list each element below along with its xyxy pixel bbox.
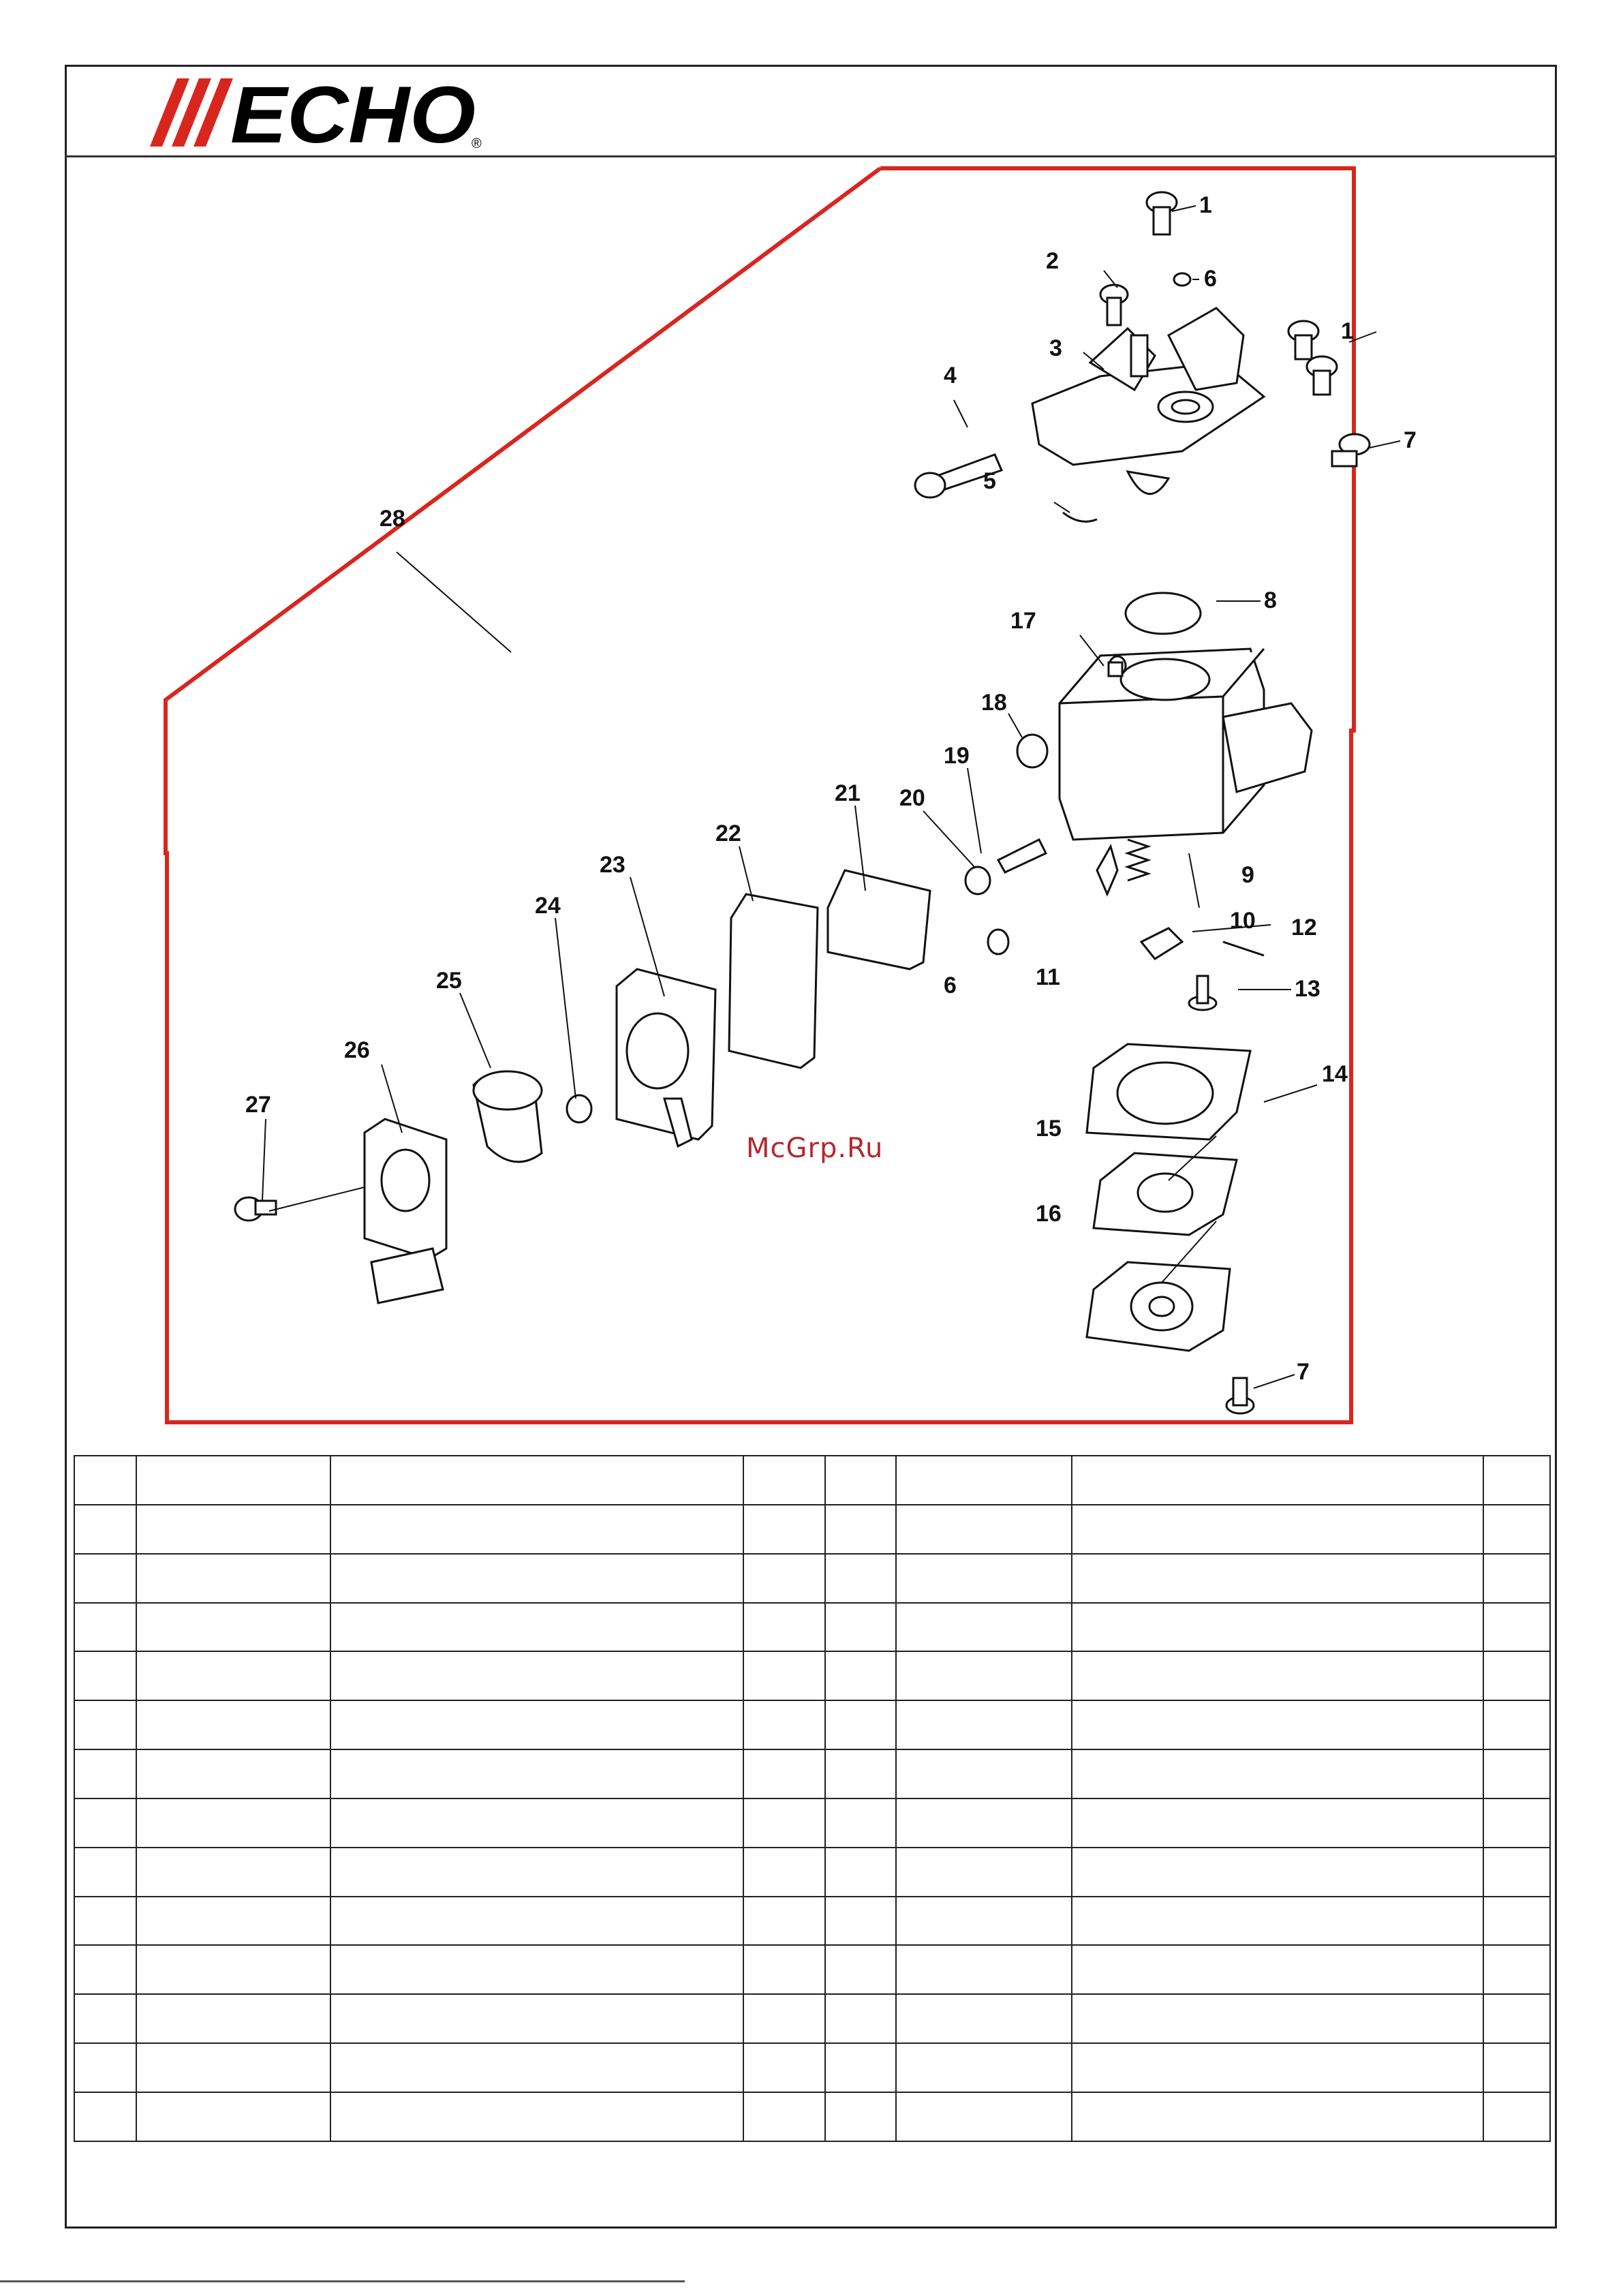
callout-18: 18 — [981, 690, 1007, 716]
callout-13: 13 — [1295, 976, 1320, 1002]
table-cell — [825, 1897, 896, 1946]
table-cell — [330, 1603, 743, 1652]
callout-3: 3 — [1049, 335, 1062, 361]
callout-7b: 7 — [1297, 1359, 1310, 1385]
table-row — [74, 1749, 1550, 1798]
table-cell — [825, 1749, 896, 1798]
throttle-body — [1032, 308, 1264, 494]
table-cell — [330, 1505, 743, 1554]
table-cell — [896, 1848, 1072, 1897]
table-cell — [330, 1456, 743, 1505]
table-row — [74, 2043, 1550, 2092]
table-cell — [330, 1798, 743, 1848]
table-row — [74, 1456, 1550, 1505]
table-cell — [136, 2092, 330, 2141]
callout-28: 28 — [380, 506, 405, 532]
table-cell — [896, 1798, 1072, 1848]
table-cell — [743, 1945, 825, 1994]
table-cell — [1072, 2092, 1483, 2141]
table-cell — [825, 1700, 896, 1749]
small-parts — [965, 840, 1264, 1010]
table-cell — [743, 1897, 825, 1946]
table-cell — [896, 1897, 1072, 1946]
callout-19: 19 — [944, 743, 970, 769]
table-cell — [743, 1603, 825, 1652]
table-cell — [1483, 1798, 1550, 1848]
table-cell — [743, 1798, 825, 1848]
table-cell — [1483, 1554, 1550, 1603]
table-cell — [896, 1554, 1072, 1603]
table-cell — [896, 1603, 1072, 1652]
table-cell — [825, 1945, 896, 1994]
table-cell — [825, 1994, 896, 2043]
table-cell — [74, 1945, 136, 1994]
table-row — [74, 1897, 1550, 1946]
table-cell — [1483, 1603, 1550, 1652]
carburetor-body — [1017, 593, 1312, 840]
callout-21: 21 — [835, 780, 861, 806]
table-cell — [825, 2092, 896, 2141]
table-cell — [825, 1848, 896, 1897]
table-cell — [330, 2092, 743, 2141]
table-cell — [1072, 1994, 1483, 2043]
table-cell — [74, 1456, 136, 1505]
callout-22: 22 — [715, 821, 741, 846]
table-cell — [896, 1456, 1072, 1505]
table-row — [74, 1945, 1550, 1994]
table-cell — [74, 1897, 136, 1946]
table-cell — [136, 1700, 330, 1749]
table-cell — [1072, 1798, 1483, 1848]
table-cell — [136, 2043, 330, 2092]
watermark: McGrp.Ru — [746, 1133, 884, 1164]
table-cell — [330, 2043, 743, 2092]
callout-1a: 1 — [1199, 192, 1212, 218]
table-cell — [743, 1505, 825, 1554]
callout-26: 26 — [344, 1037, 370, 1063]
table-cell — [74, 1700, 136, 1749]
table-cell — [825, 1798, 896, 1848]
table-cell — [1072, 1749, 1483, 1798]
callout-4: 4 — [944, 363, 957, 388]
table-cell — [330, 1700, 743, 1749]
table-cell — [896, 1700, 1072, 1749]
table-cell — [743, 2092, 825, 2141]
table-cell — [896, 2043, 1072, 2092]
table-cell — [1072, 1603, 1483, 1652]
table-cell — [74, 2043, 136, 2092]
table-cell — [136, 1554, 330, 1603]
callout-8: 8 — [1264, 587, 1277, 613]
table-cell — [74, 1749, 136, 1798]
table-cell — [896, 1945, 1072, 1994]
table-cell — [1072, 1651, 1483, 1700]
callout-5: 5 — [983, 468, 996, 494]
callout-23: 23 — [600, 852, 625, 878]
table-cell — [896, 1505, 1072, 1554]
table-cell — [74, 1994, 136, 2043]
table-cell — [1072, 1456, 1483, 1505]
table-cell — [1483, 1749, 1550, 1798]
footer-rule — [0, 2280, 685, 2282]
table-row — [74, 1554, 1550, 1603]
table-cell — [1483, 1700, 1550, 1749]
table-cell — [743, 1994, 825, 2043]
table-cell — [136, 1798, 330, 1848]
table-cell — [896, 1749, 1072, 1798]
table-row — [74, 2092, 1550, 2141]
table-cell — [1072, 1554, 1483, 1603]
table-cell — [1072, 1897, 1483, 1946]
callout-27: 27 — [245, 1092, 271, 1118]
table-cell — [743, 1848, 825, 1897]
table-cell — [136, 1848, 330, 1897]
table-cell — [743, 1554, 825, 1603]
table-cell — [136, 1456, 330, 1505]
table-cell — [330, 1848, 743, 1897]
table-cell — [1483, 2092, 1550, 2141]
diaphragm-stack — [1087, 1044, 1254, 1413]
callout-17: 17 — [1010, 608, 1036, 634]
table-row — [74, 1651, 1550, 1700]
table-cell — [1072, 1505, 1483, 1554]
table-cell — [743, 1749, 825, 1798]
table-cell — [330, 1945, 743, 1994]
table-cell — [743, 1651, 825, 1700]
pump-assembly — [235, 870, 930, 1303]
echo-logo — [129, 72, 484, 153]
callout-2: 2 — [1046, 248, 1059, 274]
table-row — [74, 1798, 1550, 1848]
callout-15: 15 — [1036, 1116, 1062, 1142]
table-cell — [330, 1994, 743, 2043]
table-cell — [74, 2092, 136, 2141]
table-cell — [136, 1651, 330, 1700]
table-cell — [1483, 1505, 1550, 1554]
table-cell — [330, 1651, 743, 1700]
table-cell — [1483, 1994, 1550, 2043]
table-cell — [74, 1603, 136, 1652]
table-cell — [825, 1456, 896, 1505]
table-row — [74, 1505, 1550, 1554]
callout-25: 25 — [436, 968, 462, 994]
table-cell — [1072, 1848, 1483, 1897]
table-cell — [136, 1505, 330, 1554]
table-cell — [74, 1554, 136, 1603]
svg-text:ECHO: ECHO — [230, 72, 476, 153]
table-cell — [1483, 1651, 1550, 1700]
table-cell — [1483, 1848, 1550, 1897]
table-cell — [825, 1651, 896, 1700]
table-cell — [825, 1554, 896, 1603]
table-row — [74, 1848, 1550, 1897]
table-cell — [825, 1505, 896, 1554]
callout-11: 11 — [1036, 964, 1060, 990]
table-cell — [74, 1798, 136, 1848]
callout-9: 9 — [1241, 862, 1254, 888]
table-row — [74, 1603, 1550, 1652]
table-cell — [896, 2092, 1072, 2141]
callout-1b: 1 — [1341, 318, 1354, 344]
table-cell — [896, 1651, 1072, 1700]
table-cell — [136, 1749, 330, 1798]
table-cell — [136, 1994, 330, 2043]
table-cell — [136, 1945, 330, 1994]
table-cell — [1072, 1700, 1483, 1749]
header-rule — [65, 155, 1557, 157]
callout-24: 24 — [535, 893, 561, 919]
svg-text:®: ® — [472, 136, 482, 151]
table-cell — [1483, 1456, 1550, 1505]
table-cell — [74, 1651, 136, 1700]
table-cell — [743, 1456, 825, 1505]
callout-7a: 7 — [1404, 427, 1417, 453]
table-cell — [1483, 1945, 1550, 1994]
table-cell — [743, 1700, 825, 1749]
callout-20: 20 — [899, 785, 925, 811]
table-cell — [896, 1994, 1072, 2043]
table-cell — [743, 2043, 825, 2092]
exploded-parts-diagram — [65, 158, 1557, 1453]
table-cell — [1483, 1897, 1550, 1946]
table-cell — [136, 1603, 330, 1652]
table-cell — [330, 1554, 743, 1603]
table-row — [74, 1700, 1550, 1749]
table-cell — [136, 1897, 330, 1946]
table-cell — [1072, 2043, 1483, 2092]
callout-12: 12 — [1291, 915, 1317, 940]
table-cell — [825, 1603, 896, 1652]
callout-14: 14 — [1322, 1061, 1348, 1087]
callout-6a: 6 — [1204, 266, 1217, 292]
table-cell — [1072, 1945, 1483, 1994]
callout-16: 16 — [1036, 1201, 1062, 1227]
table-cell — [825, 2043, 896, 2092]
table-cell — [74, 1848, 136, 1897]
table-cell — [330, 1897, 743, 1946]
table-cell — [1483, 2043, 1550, 2092]
parts-table — [74, 1455, 1551, 2142]
table-cell — [330, 1749, 743, 1798]
callout-10: 10 — [1230, 908, 1256, 934]
table-row — [74, 1994, 1550, 2043]
table-cell — [74, 1505, 136, 1554]
callout-6b: 6 — [944, 973, 957, 998]
